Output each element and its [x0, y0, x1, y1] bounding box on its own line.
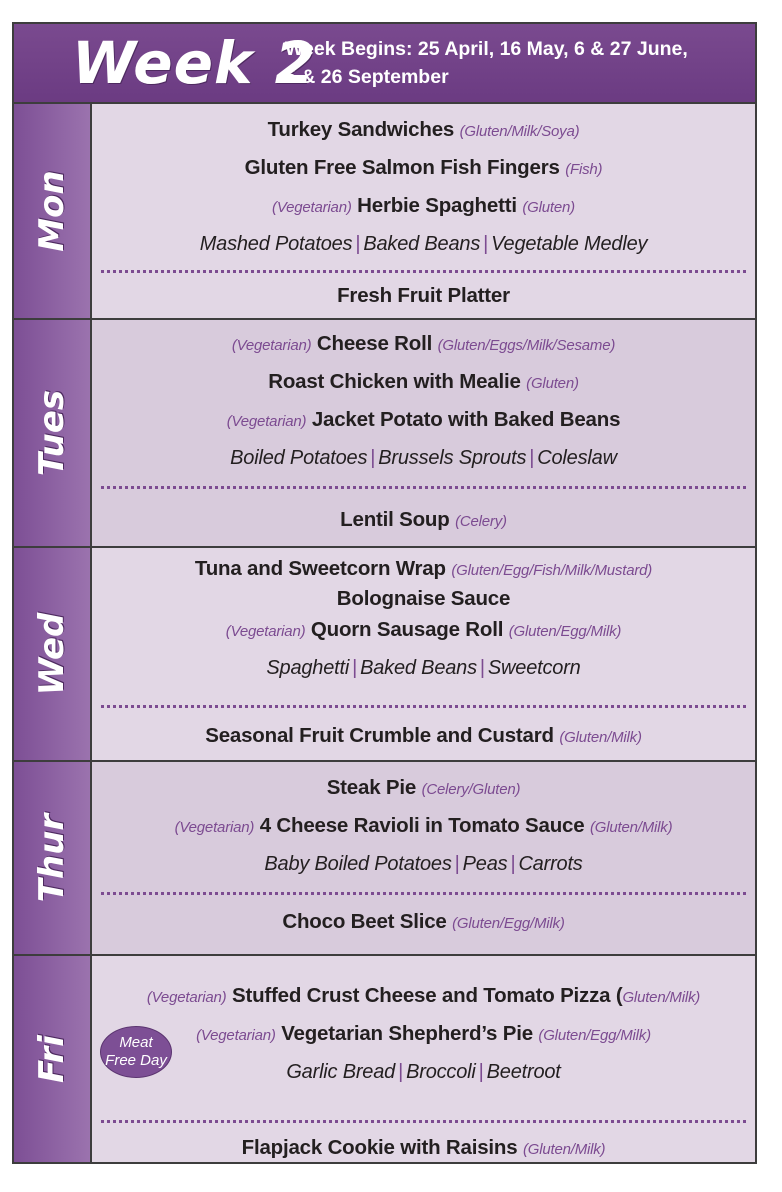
side-dish: Sweetcorn [487, 657, 581, 679]
menu-item [92, 364, 755, 402]
day-label: Wed [32, 612, 72, 696]
vegetarian-tag: (Vegetarian) [196, 1027, 276, 1044]
allergen-tag: (Celery/Gluten) [421, 781, 521, 798]
day-label-column [14, 320, 92, 546]
allergen-tag: (Gluten/Egg/Fish/Milk/Mustard) [451, 562, 653, 579]
allergen-tag: (Gluten/Eggs/Milk/Sesame) [437, 337, 616, 354]
side-dish: Peas [462, 853, 508, 875]
menu-item [92, 1130, 755, 1168]
side-dishes [92, 226, 755, 262]
dotted-divider [101, 1120, 746, 1123]
vegetarian-tag: (Vegetarian) [231, 337, 312, 354]
dish-name: Steak Pie [326, 776, 417, 799]
vegetarian-tag: (Vegetarian) [174, 819, 255, 836]
menu-item [92, 612, 755, 650]
side-dish: Baked Beans [363, 233, 481, 255]
dish-name: 4 Cheese Ravioli in Tomato Sauce [259, 814, 585, 837]
allergen-tag: (Gluten) [526, 375, 579, 392]
main-courses [92, 326, 755, 476]
day-content [92, 320, 755, 546]
side-dish: Beetroot [486, 1061, 561, 1083]
separator: | [454, 853, 460, 875]
separator: | [355, 233, 361, 255]
menu-header [14, 24, 755, 104]
side-dish: Baby Boiled Potatoes [264, 853, 452, 875]
allergen-tag: (Gluten/Egg/Milk) [538, 1027, 651, 1044]
menu-item [92, 502, 755, 540]
separator: | [352, 657, 358, 679]
menu-item [92, 278, 755, 314]
allergen-tag: (Gluten) [522, 199, 575, 216]
allergen-tag: (Gluten/Milk) [589, 819, 673, 836]
day-label: Fri [32, 1035, 72, 1083]
side-dishes [92, 650, 755, 686]
separator: | [398, 1061, 404, 1083]
day-friday [14, 956, 755, 1162]
allergen-tag: Gluten/Milk) [622, 989, 701, 1006]
vegetarian-tag: (Vegetarian) [146, 989, 227, 1006]
dates-line-2: 5 & 26 September [285, 66, 449, 88]
vegetarian-tag: (Vegetarian) [272, 199, 352, 216]
side-dish: Boiled Potatoes [230, 447, 368, 469]
menu-item [92, 978, 755, 1016]
separator: | [478, 1061, 484, 1083]
dish-name: Gluten Free Salmon Fish Fingers [244, 156, 560, 179]
allergen-tag: (Gluten/Egg/Milk) [452, 915, 565, 932]
day-content [92, 548, 755, 760]
menu-item [92, 554, 755, 585]
side-dish: Garlic Bread [286, 1061, 396, 1083]
day-content [92, 956, 755, 1162]
side-dish: Mashed Potatoes [199, 233, 353, 255]
menu-item [92, 326, 755, 364]
dish-name: Cheese Roll [316, 332, 433, 355]
day-label-column [14, 104, 92, 318]
dish-name: Quorn Sausage Roll [310, 618, 504, 641]
side-dish: Spaghetti [266, 657, 350, 679]
allergen-tag: (Gluten/Egg/Milk) [508, 623, 622, 640]
allergen-tag: (Fish) [565, 161, 603, 178]
menu-item [92, 808, 755, 846]
day-thursday [14, 762, 755, 956]
dish-name: Stuffed Crust Cheese and Tomato Pizza ( [231, 984, 623, 1007]
day-label-column [14, 548, 92, 760]
menu-item [92, 585, 755, 612]
menu-item [92, 1016, 755, 1054]
side-dish: Carrots [518, 853, 583, 875]
allergen-tag: (Celery) [455, 513, 507, 530]
main-courses [92, 112, 755, 262]
dotted-divider [101, 705, 746, 708]
vegetarian-tag: (Vegetarian) [225, 623, 306, 640]
week-begins-dates [285, 35, 688, 91]
dish-name: Bolognaise Sauce [336, 587, 511, 610]
separator: | [510, 853, 516, 875]
side-dishes [92, 1054, 755, 1090]
dish-name: Flapjack Cookie with Raisins [241, 1136, 518, 1159]
dish-name: Lentil Soup [340, 508, 450, 531]
side-dish: Coleslaw [537, 447, 617, 469]
school-menu-week-2 [12, 22, 757, 1164]
menu-item [92, 188, 755, 226]
separator: | [529, 447, 535, 469]
badge-line-1: Meat [119, 1034, 153, 1051]
dish-name: Jacket Potato with Baked Beans [311, 408, 621, 431]
dessert [92, 278, 755, 314]
dotted-divider [101, 892, 746, 895]
menu-item [92, 112, 755, 150]
day-content [92, 762, 755, 954]
dish-name: Choco Beet Slice [282, 910, 447, 933]
menu-item [92, 770, 755, 808]
dessert [92, 1130, 755, 1168]
dessert [92, 904, 755, 942]
dish-name: Fresh Fruit Platter [337, 284, 510, 307]
day-label: Thur [32, 813, 72, 903]
dish-name: Seasonal Fruit Crumble and Custard [205, 724, 554, 747]
menu-item [92, 150, 755, 188]
dish-name: Tuna and Sweetcorn Wrap [194, 557, 446, 580]
side-dishes [92, 846, 755, 882]
allergen-tag: (Gluten/Milk/Soya) [459, 123, 580, 140]
side-dish: Brussels Sprouts [378, 447, 527, 469]
side-dish: Vegetable Medley [491, 233, 648, 255]
dish-name: Turkey Sandwiches [267, 118, 455, 141]
vegetarian-tag: (Vegetarian) [226, 413, 307, 430]
dessert [92, 718, 755, 756]
allergen-tag: (Gluten/Milk) [559, 729, 642, 746]
week-title: Week 2 [72, 29, 317, 97]
menu-item [92, 402, 755, 440]
dish-name: Roast Chicken with Mealie [268, 370, 521, 393]
separator: | [483, 233, 489, 255]
day-monday [14, 104, 755, 320]
side-dishes [92, 440, 755, 476]
menu-item [92, 904, 755, 942]
day-label: Mon [32, 170, 72, 252]
main-courses [92, 554, 755, 686]
day-content [92, 104, 755, 318]
separator: | [370, 447, 376, 469]
separator: | [479, 657, 485, 679]
dish-name: Vegetarian Shepherd’s Pie [281, 1022, 533, 1045]
day-label-column [14, 762, 92, 954]
main-courses [92, 978, 755, 1090]
side-dish: Broccoli [406, 1061, 476, 1083]
side-dish: Baked Beans [360, 657, 477, 679]
day-label-column [14, 956, 92, 1162]
dessert [92, 502, 755, 540]
dotted-divider [101, 270, 746, 273]
dish-name: Herbie Spaghetti [357, 194, 517, 217]
allergen-tag: (Gluten/Milk) [522, 1141, 606, 1158]
menu-item [92, 718, 755, 756]
main-courses [92, 770, 755, 882]
badge-line-2: Free Day [105, 1052, 167, 1069]
dates-line-1: Week Begins: 25 April, 16 May, 6 & 27 June, [285, 38, 688, 60]
dotted-divider [101, 486, 746, 489]
day-wednesday [14, 548, 755, 762]
day-label: Tues [32, 389, 72, 477]
day-tuesday [14, 320, 755, 548]
